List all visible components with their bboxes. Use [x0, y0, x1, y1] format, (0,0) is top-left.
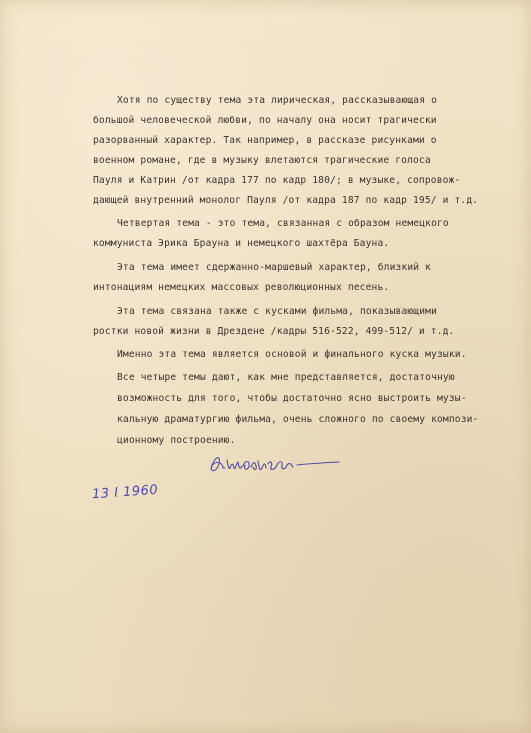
text-line-12: ростки новой жизни в Дрездене /кадры 516-522, 499-512/ и т.д.: [93, 326, 455, 337]
text-line-15: возможность для того, чтобы достаточно ясно выстроить музы-: [117, 393, 467, 404]
text-line-16: кальную драматургию фильма, очень сложного по своему компози-: [117, 414, 479, 425]
text-line-3: разорванный характер. Так например, в рассказе рисунками о: [93, 135, 437, 146]
handwritten-date: 13 I 1960: [91, 482, 159, 503]
text-line-5: Пауля и Катрин /от кадра 177 по кадр 180/; в музыке, сопровож-: [93, 175, 461, 186]
text-line-14: Все четыре темы дают, как мне представляется, достаточную: [117, 372, 455, 383]
text-line-8: коммуниста Эрика Брауна и немецкого шахтёра Бауна.: [93, 238, 390, 249]
text-line-7: Четвертая тема - это тема, связанная с образом немецкого: [117, 218, 449, 229]
text-line-9: Эта тема имеет сдержанно-маршевый характер, близкий к: [117, 262, 432, 273]
text-line-13: Именно эта тема является основой и финального куска музыки.: [117, 349, 467, 360]
text-line-4: военном романе, где в музыку влетаются трагические голоса: [93, 155, 431, 166]
text-line-1: Хотя по существу тема эта лирическая, рассказывающая о: [117, 95, 437, 106]
text-line-10: интонациям немецких массовых революционных песень.: [93, 282, 390, 293]
signature-drawing: [205, 446, 345, 480]
text-line-6: дающей внутренний монолог Пауля /от кадра 187 по кадр 195/ и т.д.: [93, 195, 479, 206]
text-line-11: Эта тема связана также с кусками фильма, показывающими: [117, 306, 437, 317]
text-line-17: ционному построению.: [117, 435, 236, 446]
text-line-2: большой человеческой любви, по началу она носит трагически: [93, 115, 437, 126]
